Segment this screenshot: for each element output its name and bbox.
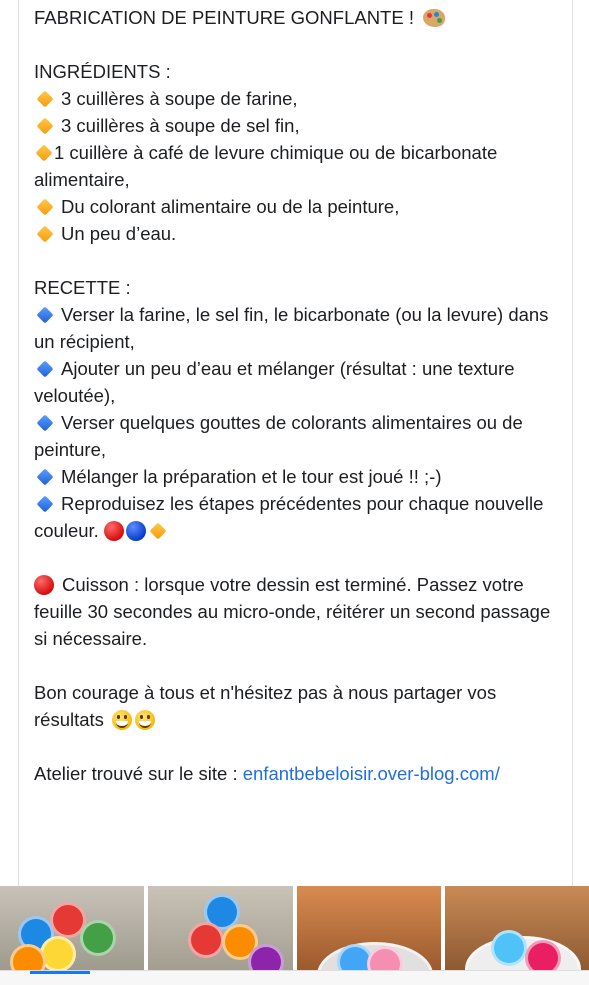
palette-icon bbox=[423, 9, 445, 27]
orange-diamond-icon bbox=[37, 226, 54, 243]
spacer bbox=[34, 31, 562, 58]
orange-diamond-icon bbox=[37, 91, 54, 108]
paint-pot bbox=[188, 922, 224, 958]
photo-thumbnail[interactable] bbox=[445, 886, 589, 970]
closing-note: Bon courage à tous et n'hésitez pas à nous partager vos résultats bbox=[34, 682, 497, 730]
photo-thumbnail[interactable] bbox=[297, 886, 441, 970]
recipe-step: Mélanger la préparation et le tour est joué !! ;-) bbox=[34, 463, 562, 490]
orange-diamond-icon bbox=[37, 199, 54, 216]
blue-diamond-icon bbox=[37, 307, 54, 324]
spacer bbox=[34, 733, 562, 760]
paint-pot bbox=[248, 944, 284, 970]
ingredient-item: 3 cuillères à soupe de farine, bbox=[34, 85, 562, 112]
red-circle-icon bbox=[104, 521, 124, 541]
post-body bbox=[34, 4, 562, 787]
recipe-step: Reproduisez les étapes précédentes pour chaque nouvelle couleur. bbox=[34, 493, 544, 541]
orange-diamond-icon bbox=[149, 523, 166, 540]
blue-diamond-icon bbox=[37, 361, 54, 378]
source-prefix: Atelier trouvé sur le site : bbox=[34, 763, 243, 784]
ingredient-item: 1 cuillère à café de levure chimique ou de bicarbonate alimentaire, bbox=[34, 142, 498, 190]
photo-thumbnail[interactable] bbox=[148, 886, 292, 970]
blue-circle-icon bbox=[126, 521, 146, 541]
recipe-step: Ajouter un peu d’eau et mélanger (résultat : une texture veloutée), bbox=[34, 358, 515, 406]
active-tab-indicator bbox=[30, 971, 90, 974]
source-line bbox=[34, 760, 562, 787]
recipe-step: Verser quelques gouttes de colorants alimentaires ou de peinture, bbox=[34, 412, 523, 460]
grinning-face-icon bbox=[112, 710, 132, 730]
orange-diamond-icon bbox=[37, 118, 54, 135]
post-title-line bbox=[34, 4, 562, 31]
ingredients-heading: INGRÉDIENTS : bbox=[34, 61, 171, 82]
blue-diamond-icon bbox=[37, 469, 54, 486]
paint-pot bbox=[80, 920, 116, 956]
ingredient-item: Du colorant alimentaire ou de la peinture, bbox=[34, 193, 562, 220]
orange-diamond-icon bbox=[36, 145, 53, 162]
recipe-heading: RECETTE : bbox=[34, 277, 131, 298]
grinning-face-icon bbox=[135, 710, 155, 730]
paint-pot bbox=[491, 930, 527, 966]
post-title: FABRICATION DE PEINTURE GONFLANTE ! bbox=[34, 7, 414, 28]
spacer bbox=[34, 652, 562, 679]
spacer bbox=[34, 247, 562, 274]
spacer bbox=[34, 544, 562, 571]
ingredient-item: Un peu d’eau. bbox=[34, 220, 562, 247]
paint-pot bbox=[525, 940, 561, 970]
bottom-navigation-bar bbox=[0, 970, 589, 985]
ingredient-item: 3 cuillères à soupe de sel fin, bbox=[34, 112, 562, 139]
red-circle-icon bbox=[34, 575, 54, 595]
source-link[interactable]: enfantbebeloisir.over-blog.com/ bbox=[242, 763, 500, 784]
photo-thumbnail[interactable] bbox=[0, 886, 144, 970]
recipe-step: Verser la farine, le sel fin, le bicarbonate (ou la levure) dans un récipient, bbox=[34, 304, 549, 352]
photo-strip bbox=[0, 886, 589, 970]
cooking-note: Cuisson : lorsque votre dessin est terminé. Passez votre feuille 30 secondes au micro-onde, réitérer un second passage si nécessaire. bbox=[34, 574, 551, 649]
blue-diamond-icon bbox=[37, 496, 54, 513]
blue-diamond-icon bbox=[37, 415, 54, 432]
